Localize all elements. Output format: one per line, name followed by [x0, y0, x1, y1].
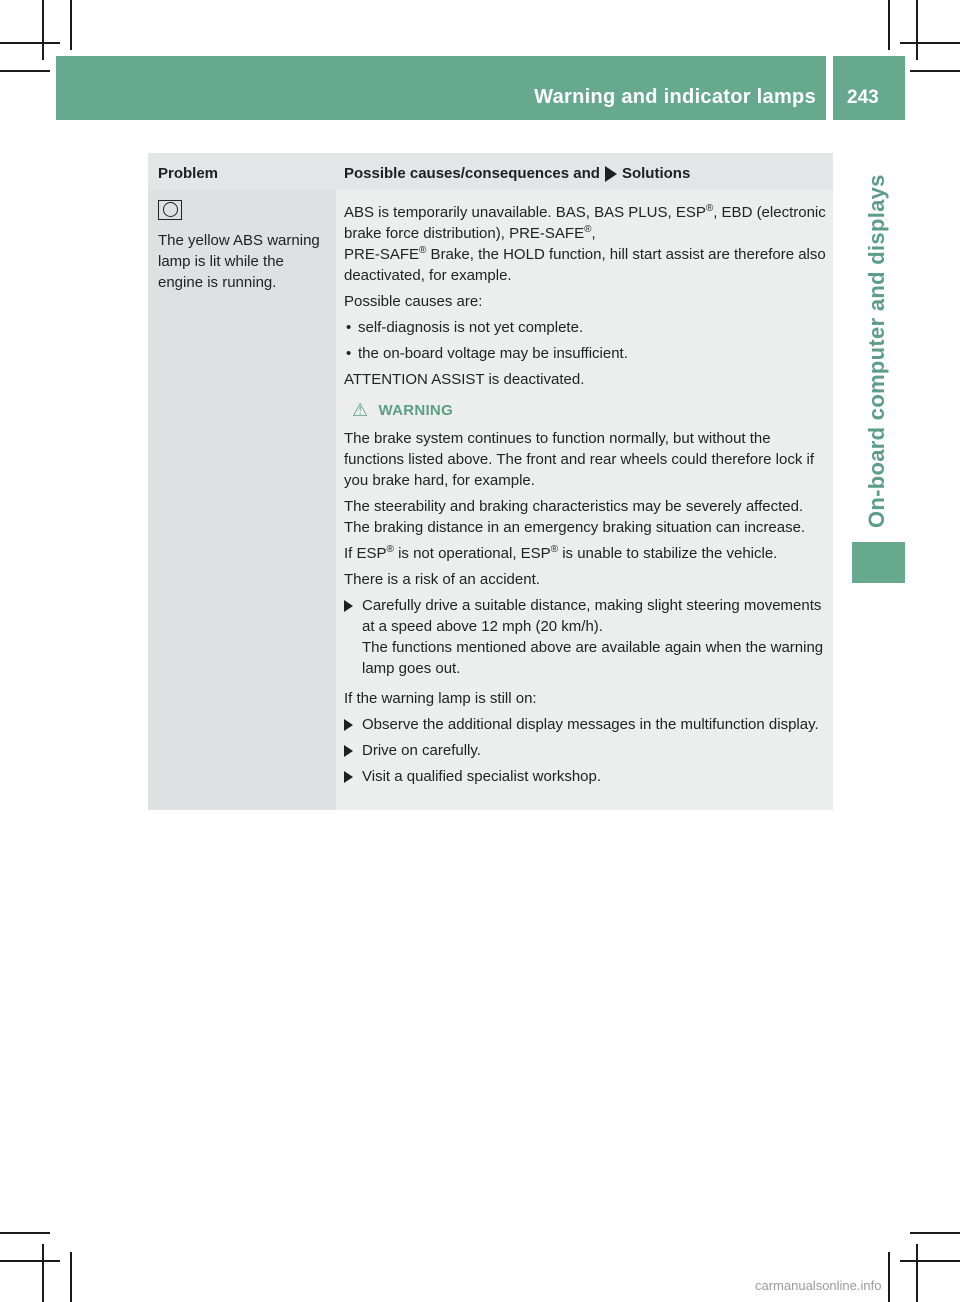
crop-mark	[900, 1260, 960, 1262]
crop-mark	[70, 0, 72, 50]
solution-cell	[336, 190, 833, 810]
column-header-problem: Problem	[158, 165, 219, 182]
warning-label: WARNING	[378, 402, 454, 419]
abs-warning-icon	[158, 200, 182, 220]
watermark: carmanualsonline.info	[755, 1278, 882, 1293]
warning-text: There is a risk of an accident.	[344, 571, 540, 588]
table-row	[148, 190, 833, 810]
chapter-tab-label: On-board computer and displays	[864, 174, 889, 528]
crop-mark	[70, 1252, 72, 1302]
step-arrow-icon	[344, 745, 353, 757]
problem-text: The yellow ABS warning lamp is lit while the engine is running.	[158, 232, 320, 291]
warning-text: If ESP® is not operational, ESP® is unable to stabilize the vehicle.	[344, 544, 778, 562]
arrow-right-icon	[605, 166, 617, 182]
crop-mark	[0, 42, 60, 44]
page-number-box	[833, 56, 905, 120]
chapter-tab-marker	[852, 542, 905, 583]
crop-mark	[888, 0, 890, 50]
crop-mark	[910, 1232, 960, 1234]
warning-text: The brake system continues to function normally, but without the functions listed above. The front and rear wheels could therefore lock if you brake hard, for example.	[344, 430, 814, 489]
step-arrow-icon	[344, 719, 353, 731]
crop-mark	[916, 0, 918, 60]
header-bar	[56, 56, 826, 120]
crop-mark	[916, 1244, 918, 1302]
crop-mark	[0, 70, 50, 72]
crop-mark	[900, 42, 960, 44]
instruction-step: Visit a qualified specialist workshop.	[344, 766, 827, 787]
step-arrow-icon	[344, 771, 353, 783]
column-header-solutions	[336, 153, 833, 190]
crop-mark	[42, 1244, 44, 1302]
list-item: • the on-board voltage may be insufficient.	[344, 343, 827, 364]
crop-mark	[42, 0, 44, 60]
instruction-step: Observe the additional display messages in the multifunction display.	[344, 714, 827, 735]
page-number: 243	[847, 87, 879, 108]
list-item: • self-diagnosis is not yet complete.	[344, 317, 827, 338]
attention-assist-text: ATTENTION ASSIST is deactivated.	[344, 371, 585, 388]
warning-triangle-icon: ⚠	[352, 400, 369, 420]
step-arrow-icon	[344, 600, 353, 612]
instruction-step: Carefully drive a suitable distance, making slight steering movements at a speed above 12 mph (20 km/h). The functions mentioned above are available again when the warning lamp goes out.	[344, 595, 827, 679]
section-title: Warning and indicator lamps	[534, 86, 816, 108]
instruction-step: Drive on carefully.	[344, 740, 827, 761]
column-header-solutions-label: Solutions	[621, 165, 691, 182]
crop-mark	[888, 1252, 890, 1302]
abs-unavailable-text: ABS is temporarily unavailable. BAS, BAS PLUS, ESP®, EBD (electronic brake force distribution), PRE-SAFE®, PRE-SAFE® Brake, the HOLD function, hill start assist are therefore also deactivated, for example.	[344, 203, 826, 284]
warning-text: The steerability and braking characteristics may be severely affected. The braking distance in an emergency braking situation can increase.	[344, 498, 806, 536]
warning-heading	[352, 400, 827, 421]
problem-solution-table	[148, 153, 833, 810]
crop-mark	[0, 1232, 50, 1234]
still-on-text: If the warning lamp is still on:	[344, 690, 537, 707]
problem-cell	[148, 190, 336, 810]
crop-mark	[0, 1260, 60, 1262]
table-header	[148, 153, 833, 190]
causes-intro: Possible causes are:	[344, 293, 483, 310]
crop-mark	[910, 70, 960, 72]
column-header-causes: Possible causes/consequences and	[344, 165, 600, 182]
